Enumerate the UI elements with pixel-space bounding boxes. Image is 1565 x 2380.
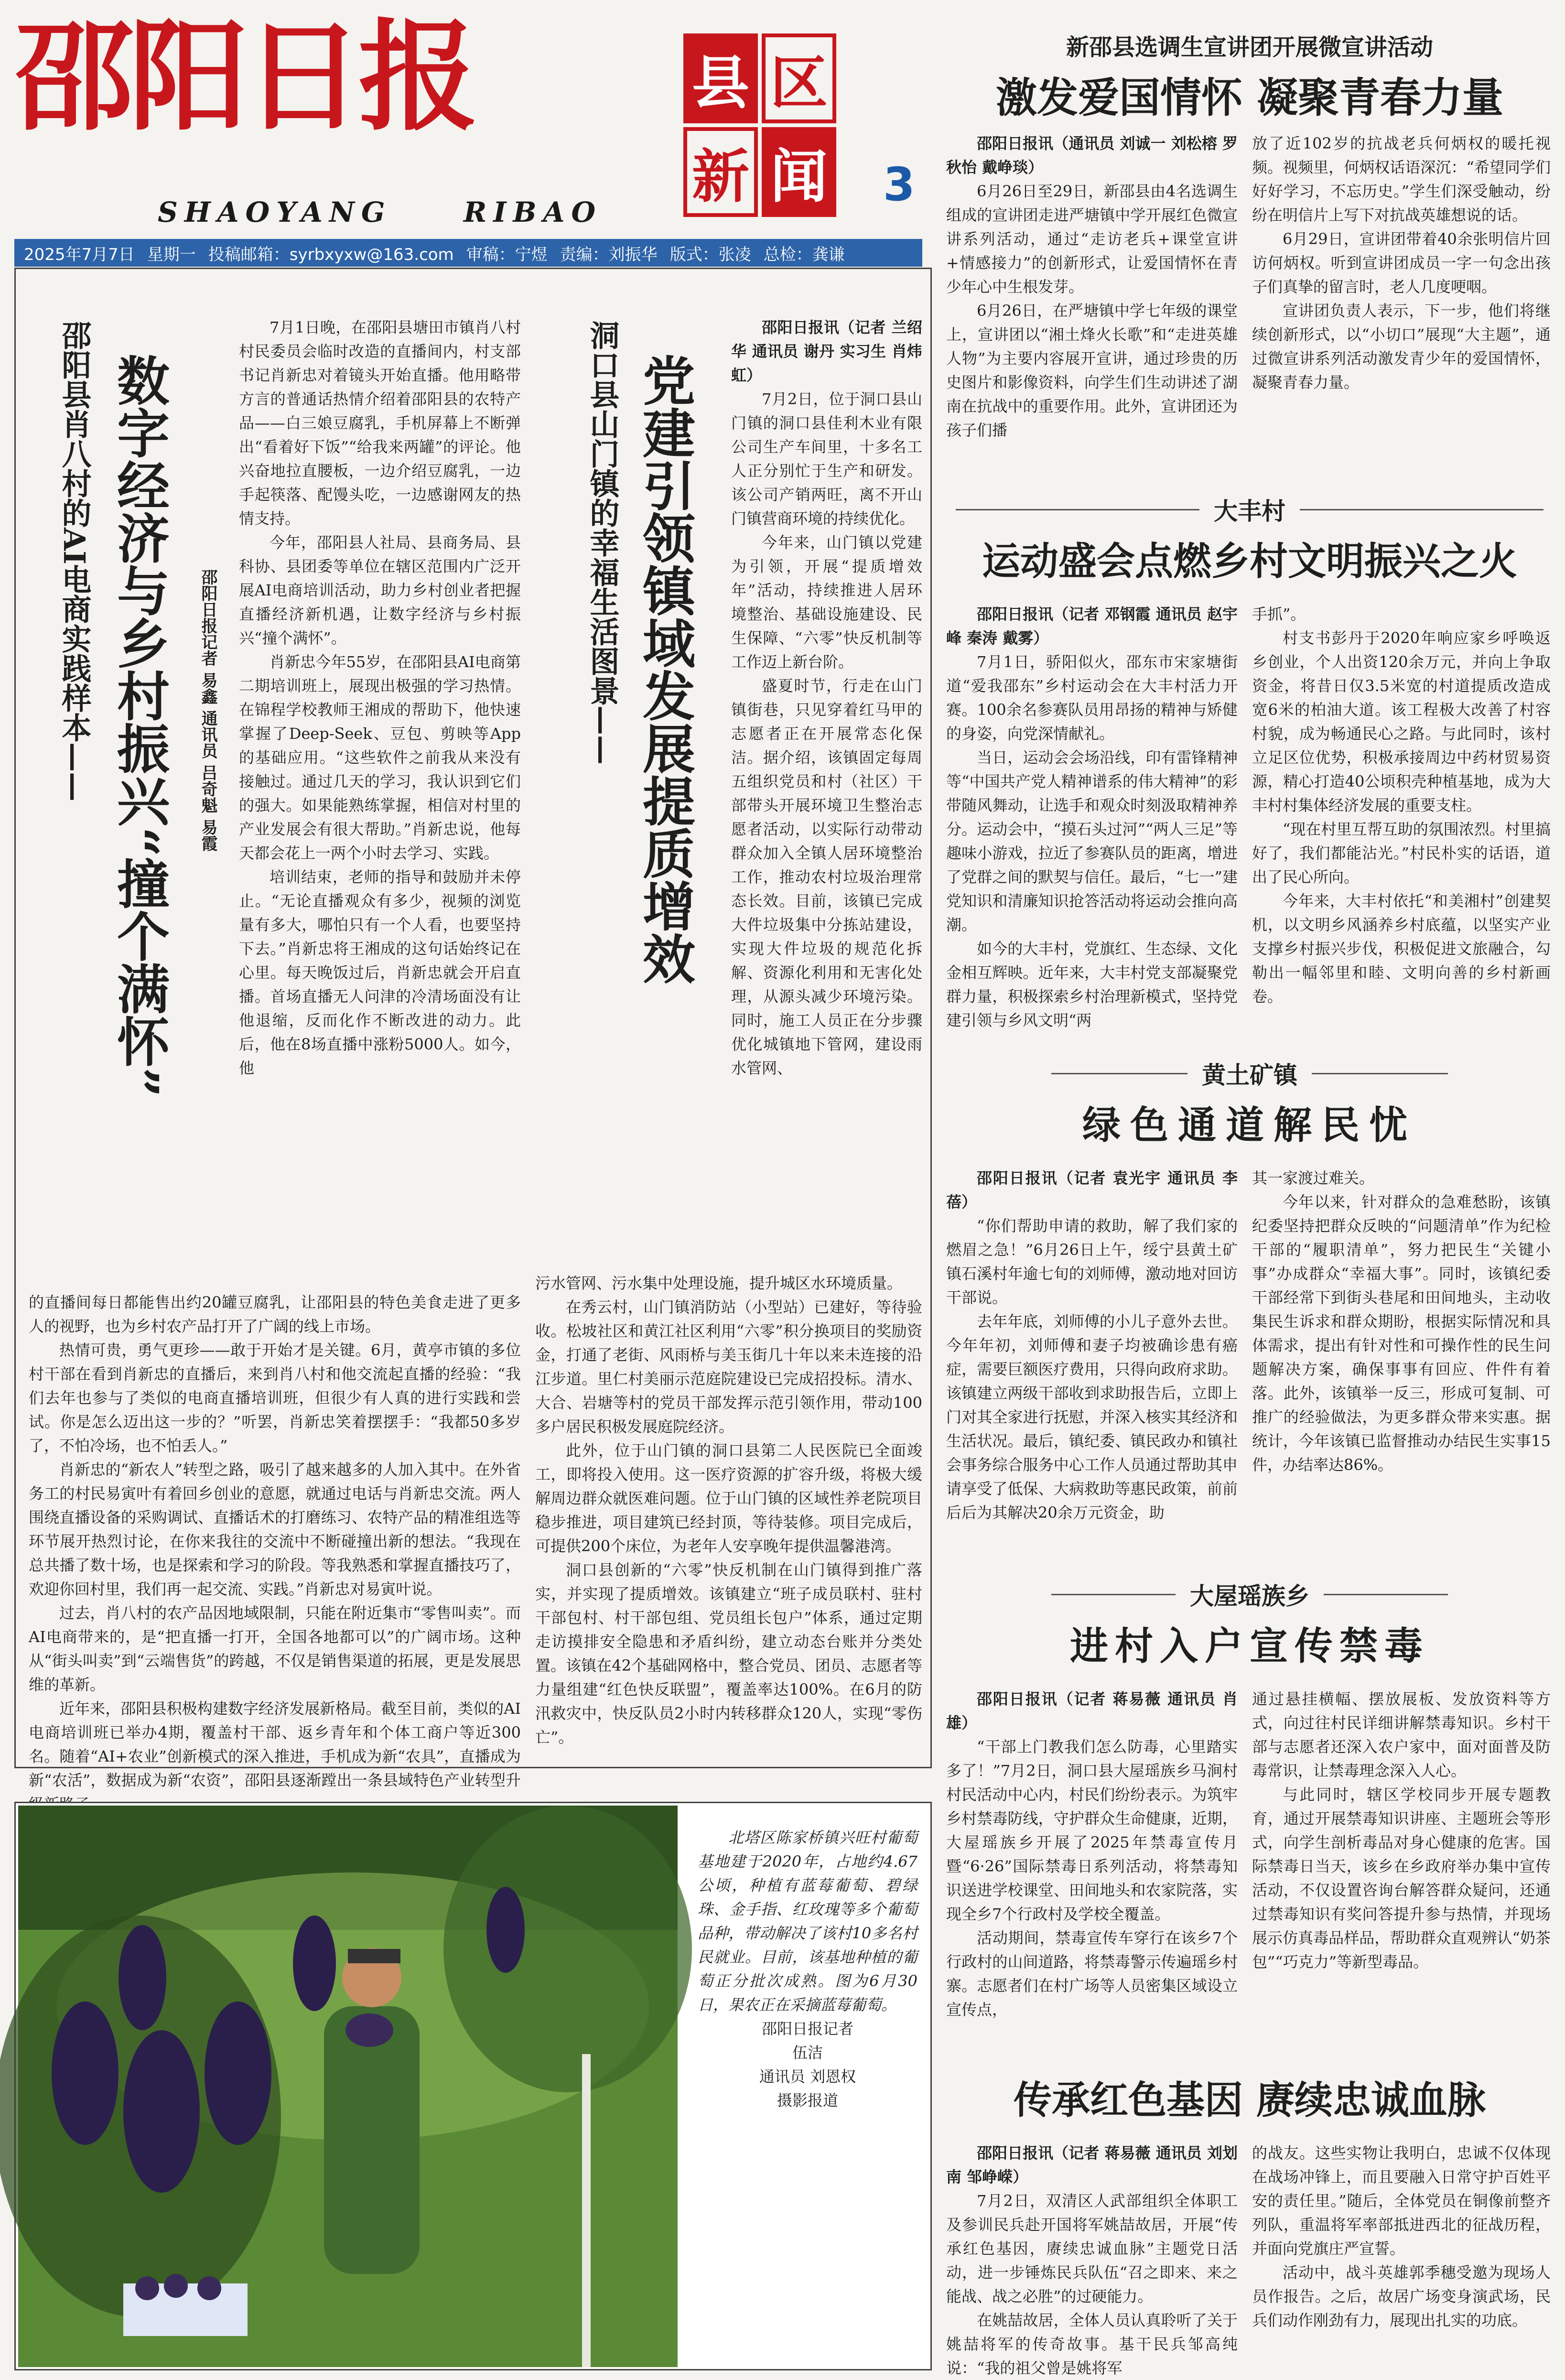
paragraph: 过去，肖八村的农产品因地域限制，只能在附近集市“零售叫卖”。而AI电商带来的，是“把直播一打开，全国各地都可以”的广阔市场。这种从“街头叫卖”到“云端售货”的跨越，不仅是销售渠道的拓展，更是发展思维的革新。 — [29, 1604, 521, 1694]
story7-title: 传承红色基因 赓续忠诚血脉 — [1014, 2077, 1486, 2122]
kicker-text: 大丰村 — [1214, 497, 1285, 525]
section-char: 县 — [683, 33, 758, 123]
story5-byline: 邵阳日报讯（记者 袁光宇 通讯员 李蓓） — [946, 1169, 1238, 1211]
story2-byline: 邵阳日报讯（记者 兰绍华 通讯员 谢丹 实习生 肖炜虹） — [731, 318, 922, 384]
section-char: 新 — [683, 127, 758, 217]
section-stamp — [683, 33, 836, 210]
paragraph: 通过悬挂横幅、摆放展板、发放资料等方式，向过往村民详细讲解禁毒知识。乡村干部与志愿者还深入农户家中，面对面普及防毒常识，让禁毒理念深入人心。 — [1252, 1690, 1551, 1780]
paragraph: 肖新忠的“新农人”转型之路，吸引了越来越多的人加入其中。在外省务工的村民易寅叶有着回乡创业的意愿，就通过电话与肖新忠交流。两人围绕直播设备的采购调试、直播话术的打磨练习、农特产品的精准组选等环节展开热烈讨论，在你来我往的交流中不断碰撞出新的想法。“我现在总共播了数十场，也是探索和学习的阶段。等我熟悉和掌握直播技巧了，欢迎你回村里，我们再一起交流、实践。”肖新忠对易寅叶说。 — [29, 1460, 521, 1598]
section-char: 区 — [762, 33, 836, 123]
grape-harvest-photo — [18, 1806, 678, 2367]
editor: 责编：刘振华 — [560, 245, 658, 264]
photo-credit: 摄影报道 — [777, 2091, 838, 2110]
paragraph: 热情可贵，勇气更珍——敢于开始才是关键。6月，黄亭市镇的多位村干部在看到肖新忠的直播后，来到肖八村和他交流起直播的经验：“我们去年也参与了类似的电商直播培训班，但很少有人真的进行实践和尝试。你是怎么迈出这一步的？”听罢，肖新忠笑着摆摆手：“我都50多岁了，不怕冷场，也不怕丢人。” — [29, 1341, 521, 1455]
story7-col2 — [1252, 2141, 1551, 2370]
grape-vineyard-image — [18, 1806, 678, 2367]
paragraph: 的直播间每日都能售出约20罐豆腐乳，让邵阳县的特色美食走进了更多人的视野，也为乡村农产品打开了广阔的线上市场。 — [29, 1293, 521, 1335]
paragraph: “现在村里互帮互助的氛围浓烈。村里搞好了，我们都能沾光。”村民朴实的话语，道出了民心所向。 — [1252, 820, 1551, 886]
kicker-text: 大屋瑶族乡 — [1190, 1582, 1309, 1610]
story6-title: 进村入户宣传禁毒 — [1070, 1623, 1429, 1668]
story4-byline: 邵阳日报讯（记者 邓钢霞 通讯员 赵宇峰 秦涛 戴雾） — [946, 605, 1238, 647]
divider-line — [1324, 1594, 1448, 1595]
paragraph: 6月26日，在严塘镇中学七年级的课堂上，宣讲团以“湘土烽火长歌”和“走进英雄人物”为主要内容展开宣讲，通过珍贵的历史图片和影像资料，向学生们生动讲述了湖南在抗战中的重要作用。此外，宣讲团还为孩子们播 — [946, 302, 1238, 439]
story1-body-top — [239, 315, 521, 1281]
paragraph: 培训结束，老师的指导和鼓励并未停止。“无论直播观众有多少，视频的浏览量有多大，哪怕只有一个人看，也要坚持下去。”肖新忠将王湘成的这句话始终记在心里。每天晚饭过后，肖新忠就会开启直播。首场直播无人问津的冷清场面没有让他退缩，反而化作不断改进的动力。此后，他在8场直播中涨粉5000人。如今，他 — [239, 868, 521, 1077]
paragraph: 今年来，山门镇以党建为引领，开展“提质增效年”活动，持续推进人居环境整治、基础设施建设、民生保障、“六零”快反机制等工作迈上新台阶。 — [731, 533, 922, 671]
story6-kicker — [1051, 1577, 1448, 1612]
paragraph: 盛夏时节，行走在山门镇街巷，只见穿着红马甲的志愿者正在开展常态化保洁。据介绍，该镇固定每周五组织党员和村（社区）干部带头开展环境卫生整治志愿者活动，以实际行动带动群众加入全镇人居环境整治工作，推动农村垃圾治理常态长效。目前，该镇已完成大件垃圾集中分拣站建设，实现大件垃圾的规范化拆解、资源化利用和无害化处理，从源头减少环境污染。同时，施工人员正在分步骤优化城镇地下管网，建设雨水管网、 — [731, 677, 922, 1077]
photo-credit: 通讯员 刘恩权 — [759, 2067, 856, 2086]
paragraph: 村支书彭丹于2020年响应家乡呼唤返乡创业，个人出资120余万元，并向上争取资金，将昔日仅3.5米宽的村道提质改造成宽6米的柏油大道。该工程极大改善了村容村貌，成为畅通民心之路。与此同时，该村立足区位优势，积极承接周边中药材贸易资源，精心打造40公顷积壳种植基地，成为大丰村村集体经济发展的重要支柱。 — [1252, 629, 1551, 814]
page-number: 3 — [883, 158, 915, 211]
paragraph: 活动中，战斗英雄郭季穗受邀为现场人员作报告。之后，故居广场变身演武场，民兵们动作刚劲有力，展现出扎实的功底。 — [1252, 2263, 1551, 2329]
divider-line — [1051, 1594, 1176, 1595]
paragraph: 的战友。这些实物让我明白，忠诚不仅体现在战场冲锋上，而且要融入日常守护百姓平安的责任里。”随后，全体党员在铜像前整齐列队，重温将军率部抵进西北的征战历程，并面向党旗庄严宣誓。 — [1252, 2144, 1551, 2258]
story2-subtitle: 洞口县山门镇的幸福生活图景—— — [585, 320, 620, 765]
paper-pinyin — [158, 196, 602, 228]
story3-byline: 邵阳日报讯（通讯员 刘诚一 刘松榕 罗秋怡 戴峥琰） — [946, 134, 1238, 176]
caption-text: 北塔区陈家桥镇兴旺村葡萄基地建于2020年，占地约4.67公顷，种植有蓝莓葡萄、碧绿珠、金手指、红玫瑰等多个葡萄品种，带动解决了该村10多名村民就业。目前，该基地种植的葡萄正分批次成熟。图为6月30日，果农正在采摘蓝莓葡萄。 — [698, 1828, 917, 2014]
story1-byline: 邵阳日报记者 易鑫 通讯员 吕奇魁 易霞 — [198, 569, 217, 852]
paragraph: 如今的大丰村，党旗红、生态绿、文化金相互辉映。近年来，大丰村党支部凝聚党群力量，积极探索乡村治理新模式，坚持党建引领与乡风文明“两 — [946, 940, 1238, 1029]
contact-email[interactable]: 投稿邮箱：syrbxyxw@163.com — [208, 245, 454, 264]
paper-name: 邵阳日报 — [14, 6, 473, 147]
divider-line — [956, 509, 1199, 510]
story5-col1 — [946, 1166, 1238, 1572]
paragraph: 7月1日，骄阳似火，邵东市宋家塘街道“爱我邵东”乡村运动会在大丰村活力开赛。100余名参赛队员用昂扬的精神与矫健的身姿，向党深情献礼。 — [946, 653, 1238, 743]
story3-col2 — [1252, 131, 1551, 442]
paragraph: 在姚喆故居，全体人员认真聆听了关于姚喆将军的传奇故事。基干民兵邹高纯说：“我的祖父曾是姚将军 — [946, 2311, 1238, 2377]
story5-col2 — [1252, 1166, 1551, 1572]
story6-col2 — [1252, 1687, 1551, 2069]
story3-title: 激发爱国情怀 凝聚青春力量 — [996, 74, 1503, 122]
divider-line — [1300, 509, 1543, 510]
story4-kicker — [956, 492, 1543, 527]
paragraph: 在秀云村，山门镇消防站（小型站）已建好，等待验收。松坡社区和黄江社区利用“六零”积分换项目的奖励资金，打通了老街、风雨桥与美玉街几十年以来未连接的沿江步道。里仁村美丽示范庭院建设已完成招投标。清水、大合、岩塘等村的党员干部发挥示范引领作用，带动100多户居民积极发展庭院经济。 — [535, 1298, 922, 1436]
photo-credit: 伍洁 — [792, 2044, 823, 2062]
paragraph: 洞口县创新的“六零”快反机制在山门镇得到推广落实，并实现了提质增效。该镇建立“班子成员联村、驻村干部包村、村干部包组、党员组长包户”体系，通过定期走访摸排安全隐患和矛盾纠纷，建立动态台账并分类处置。该镇在42个基础网格中，整合党员、团员、志愿者等力量组建“红色快反联盟”，覆盖率达100%。在6月的防汛救灾中，快反队员2小时内转移群众120人，实现“零伤亡”。 — [535, 1561, 922, 1746]
story2-body-right — [731, 315, 922, 1266]
story4-col2 — [1252, 602, 1551, 1042]
story4-col1 — [946, 602, 1238, 1042]
section-char: 闻 — [762, 127, 836, 217]
paragraph: 去年年底，刘师傅的小儿子意外去世。今年年初，刘师傅和妻子均被确诊患有癌症，需要巨额医疗费用，只得向政府求助。该镇建立两级干部收到求助报告后，立即上门对其全家进行抚慰，并深入核实其经济和生活状况。最后，镇纪委、镇民政办和镇社会事务综合服务中心工作人员通过帮助其申请享受了低保、大病救助等惠民政策，前前后后为其解决20余万元资金，助 — [946, 1312, 1238, 1522]
paragraph: 宣讲团负责人表示，下一步，他们将继续创新形式，以“小切口”展现“大主题”，通过微宣讲系列活动激发青少年的爱国情怀，凝聚青春力量。 — [1252, 302, 1551, 391]
paragraph: 6月29日，宣讲团带着40余张明信片回访何炳权。听到宣讲团成员一字一句念出孩子们真挚的留言时，老人几度哽咽。 — [1252, 230, 1551, 296]
paragraph: 近年来，邵阳县积极构建数字经济发展新格局。截至目前，类似的AI电商培训班已举办4期，覆盖村干部、返乡青年和个体工商户等近300名。随着“AI+农业”创新模式的深入推进，手机成为新“农具”，直播成为新“农活”，数据成为新“农资”，邵阳县逐渐蹚出一条县域特色产业转型升 — [29, 1699, 521, 1789]
reviewer: 审稿：宁煜 — [466, 245, 548, 264]
paragraph: “你们帮助申请的救助，解了我们家的燃眉之急！”6月26日上午，绥宁县黄土矿镇石溪村年逾七旬的刘师傅，激动地对回访干部说。 — [946, 1217, 1238, 1307]
paragraph: 手抓”。 — [1252, 605, 1306, 623]
paragraph: 6月26日至29日，新邵县由4名选调生组成的宣讲团走进严塘镇中学开展红色微宣讲系列活动，通过“走访老兵+课堂宣讲+情感接力”的创新形式，让爱国情怀在青少年心中生根发芽。 — [946, 182, 1238, 296]
paragraph: 当日，运动会会场沿线，印有雷锋精神等“中国共产党人精神谱系的伟大精神”的彩带随风舞动，让选手和观众时刻汲取精神养分。运动会中，“摸石头过河”“两人三足”等趣味小游戏，拉近了参赛队员的距离，增进了党群之间的默契与信任。最后，“七一”建党知识和清廉知识抢答活动将运动会推向高潮。 — [946, 748, 1238, 934]
paragraph: 肖新忠今年55岁，在邵阳县AI电商第二期培训班上，展现出极强的学习热情。在锦程学校教师王湘成的帮助下，他快速掌握了Deep-Seek、豆包、剪映等App的基础应用。“这些软件之前我从来没有接触过。通过几天的学习，我认识到它们的强大。如果能熟练掌握，相信对村里的产业发展会有很大帮助。”肖新忠说，他每天都会花上一两个小时去学习、实践。 — [239, 653, 521, 862]
story1-title: 数字经济与乡村振兴“撞个满怀” — [108, 354, 170, 1098]
paragraph: 其一家渡过难关。 — [1252, 1169, 1375, 1187]
layout-editor: 版式：张凌 — [669, 245, 751, 264]
story3-kicker: 新邵县选调生宣讲团开展微宣讲活动 — [1066, 34, 1433, 61]
pinyin-word: RIBAO — [464, 196, 602, 228]
paragraph: 活动期间，禁毒宣传车穿行在该乡7个行政村的山间道路，将禁毒警示传遍瑶乡村寨。志愿者们在村广场等人员密集区域设立宣传点， — [946, 1929, 1238, 2019]
paragraph: 污水管网、污水集中处理设施，提升城区水环境质量。 — [535, 1274, 903, 1292]
paragraph: 7月2日，双清区人武部组织全体职工及参训民兵赴开国将军姚喆故居，开展“传承红色基因，赓续忠诚血脉”主题党日活动，进一步锤炼民兵队伍“召之即来、来之能战、战之必胜”的过硬能力。 — [946, 2192, 1238, 2305]
divider-line — [1051, 1073, 1187, 1074]
paragraph: 7月2日，位于洞口县山门镇的洞口县佳利木业有限公司生产车间里，十多名工人正分别忙于生产和研发。该公司产销两旺，离不开山门镇营商环境的持续优化。 — [731, 390, 922, 528]
story1-body-bottom — [29, 1290, 521, 1789]
story4-title: 运动盛会点燃乡村文明振兴之火 — [982, 539, 1517, 584]
story5-title: 绿色通道解民忧 — [1082, 1103, 1417, 1147]
story7-col1 — [946, 2141, 1238, 2377]
paragraph: 今年，邵阳县人社局、县商务局、县科协、县团委等单位在辖区范围内广泛开展AI电商培训活动，助力乡村创业者把握直播经济新机遇，让数字经济与乡村振兴“撞个满怀”。 — [239, 533, 521, 647]
paragraph: 7月1日晚，在邵阳县塘田市镇肖八村村民委员会临时改造的直播间内，村支部书记肖新忠对着镜头开始直播。他用略带方言的普通话热情介绍着邵阳县的农特产品——白三娘豆腐乳，手机屏幕上不断弹出“看着好下饭”“给我来两罐”的评论。他兴奋地拉直腰板，一边介绍豆腐乳，一边手起筷落、配馒头吃，一边感谢网友的热情支持。 — [239, 318, 521, 528]
story5-kicker — [1051, 1056, 1448, 1091]
story6-col1 — [946, 1687, 1238, 2069]
divider-line — [1312, 1073, 1448, 1074]
pinyin-word: SHAOYANG — [158, 196, 392, 228]
chief-checker: 总检：龚谦 — [763, 245, 845, 264]
info-bar — [14, 239, 922, 267]
story2-title: 党建引领镇域发展提质增效 — [634, 354, 696, 984]
photo-credit: 邵阳日报记者 — [761, 2020, 853, 2038]
paragraph: 此外，位于山门镇的洞口县第二人民医院已全面竣工，即将投入使用。这一医疗资源的扩容升级，将极大缓解周边群众就医难问题。位于山门镇的区域性养老院项目稳步推进，项目建筑已经封顶，等待装修。项目完成后，可提供200个床位，为老年人安享晚年提供温馨港湾。 — [535, 1441, 922, 1555]
story7-byline: 邵阳日报讯（记者 蒋易薇 通讯员 刘划南 邹峥嵘） — [946, 2144, 1238, 2186]
paragraph: “干部上门教我们怎么防毒，心里踏实多了！”7月2日，洞口县大屋瑶族乡马涧村村民活动中心内，村民们纷纷表示。为筑牢乡村禁毒防线，守护群众生命健康，近期，大屋瑶族乡开展了2025年禁毒宣传月暨“6·26”国际禁毒日系列活动，将禁毒知识送进学校课堂、田间地头和农家院落，实现全乡7个行政村及学校全覆盖。 — [946, 1738, 1238, 1923]
issue-date: 2025年7月7日 — [24, 245, 135, 264]
paragraph: 与此同时，辖区学校同步开展专题教育，通过开展禁毒知识讲座、主题班会等形式，向学生剖析毒品对身心健康的危害。国际禁毒日当天，该乡在乡政府举办集中宣传活动，不仅设置咨询台解答群众疑问，还通过禁毒知识有奖问答提升参与热情，并现场展示仿真毒品样品，帮助群众直观辨认“奶茶包”“巧克力”等新型毒品。 — [1252, 1785, 1551, 1971]
kicker-text: 黄土矿镇 — [1202, 1061, 1297, 1089]
weekday: 星期一 — [147, 245, 196, 264]
paragraph: 今年以来，针对群众的急难愁盼，该镇纪委坚持把群众反映的“问题清单”作为纪检干部的“履职清单”，努力把民生“关键小事”办成群众“幸福大事”。同时，该镇纪委干部经常下到街头巷尾和田间地头，主动收集民生诉求和群众期盼，根据实际情况和具体需求，提出有针对性和可操作性的民生问题解决方案，确保事事有回应、件件有着落。此外，该镇举一反三，形成可复制、可推广的经验做法，为更多群众带来实惠。据统计，今年该镇已监督推动办结民生实事15件，办结率达86%。 — [1252, 1193, 1551, 1474]
story3-col1 — [946, 131, 1238, 442]
paragraph: 今年来，大丰村依托“和美湘村”创建契机，以文明乡风涵养乡村底蕴，以坚实产业支撑乡村振兴步伐，积极促进文旅融合，勾勒出一幅邻里和睦、文明向善的乡村新画卷。 — [1252, 892, 1551, 1006]
photo-caption — [698, 1826, 917, 2112]
story1-subtitle: 邵阳县肖八村的AI电商实践样本—— — [57, 320, 92, 802]
story2-body-bottom — [535, 1271, 922, 1759]
paragraph: 放了近102岁的抗战老兵何炳权的暖托视频。视频里，何炳权话语深沉：“希望同学们好好学习，不忘历史。”学生们深受触动，纷纷在明信片上写下对抗战英雄想说的话。 — [1252, 134, 1551, 224]
story6-byline: 邵阳日报讯（记者 蒋易薇 通讯员 肖雄） — [946, 1690, 1238, 1732]
